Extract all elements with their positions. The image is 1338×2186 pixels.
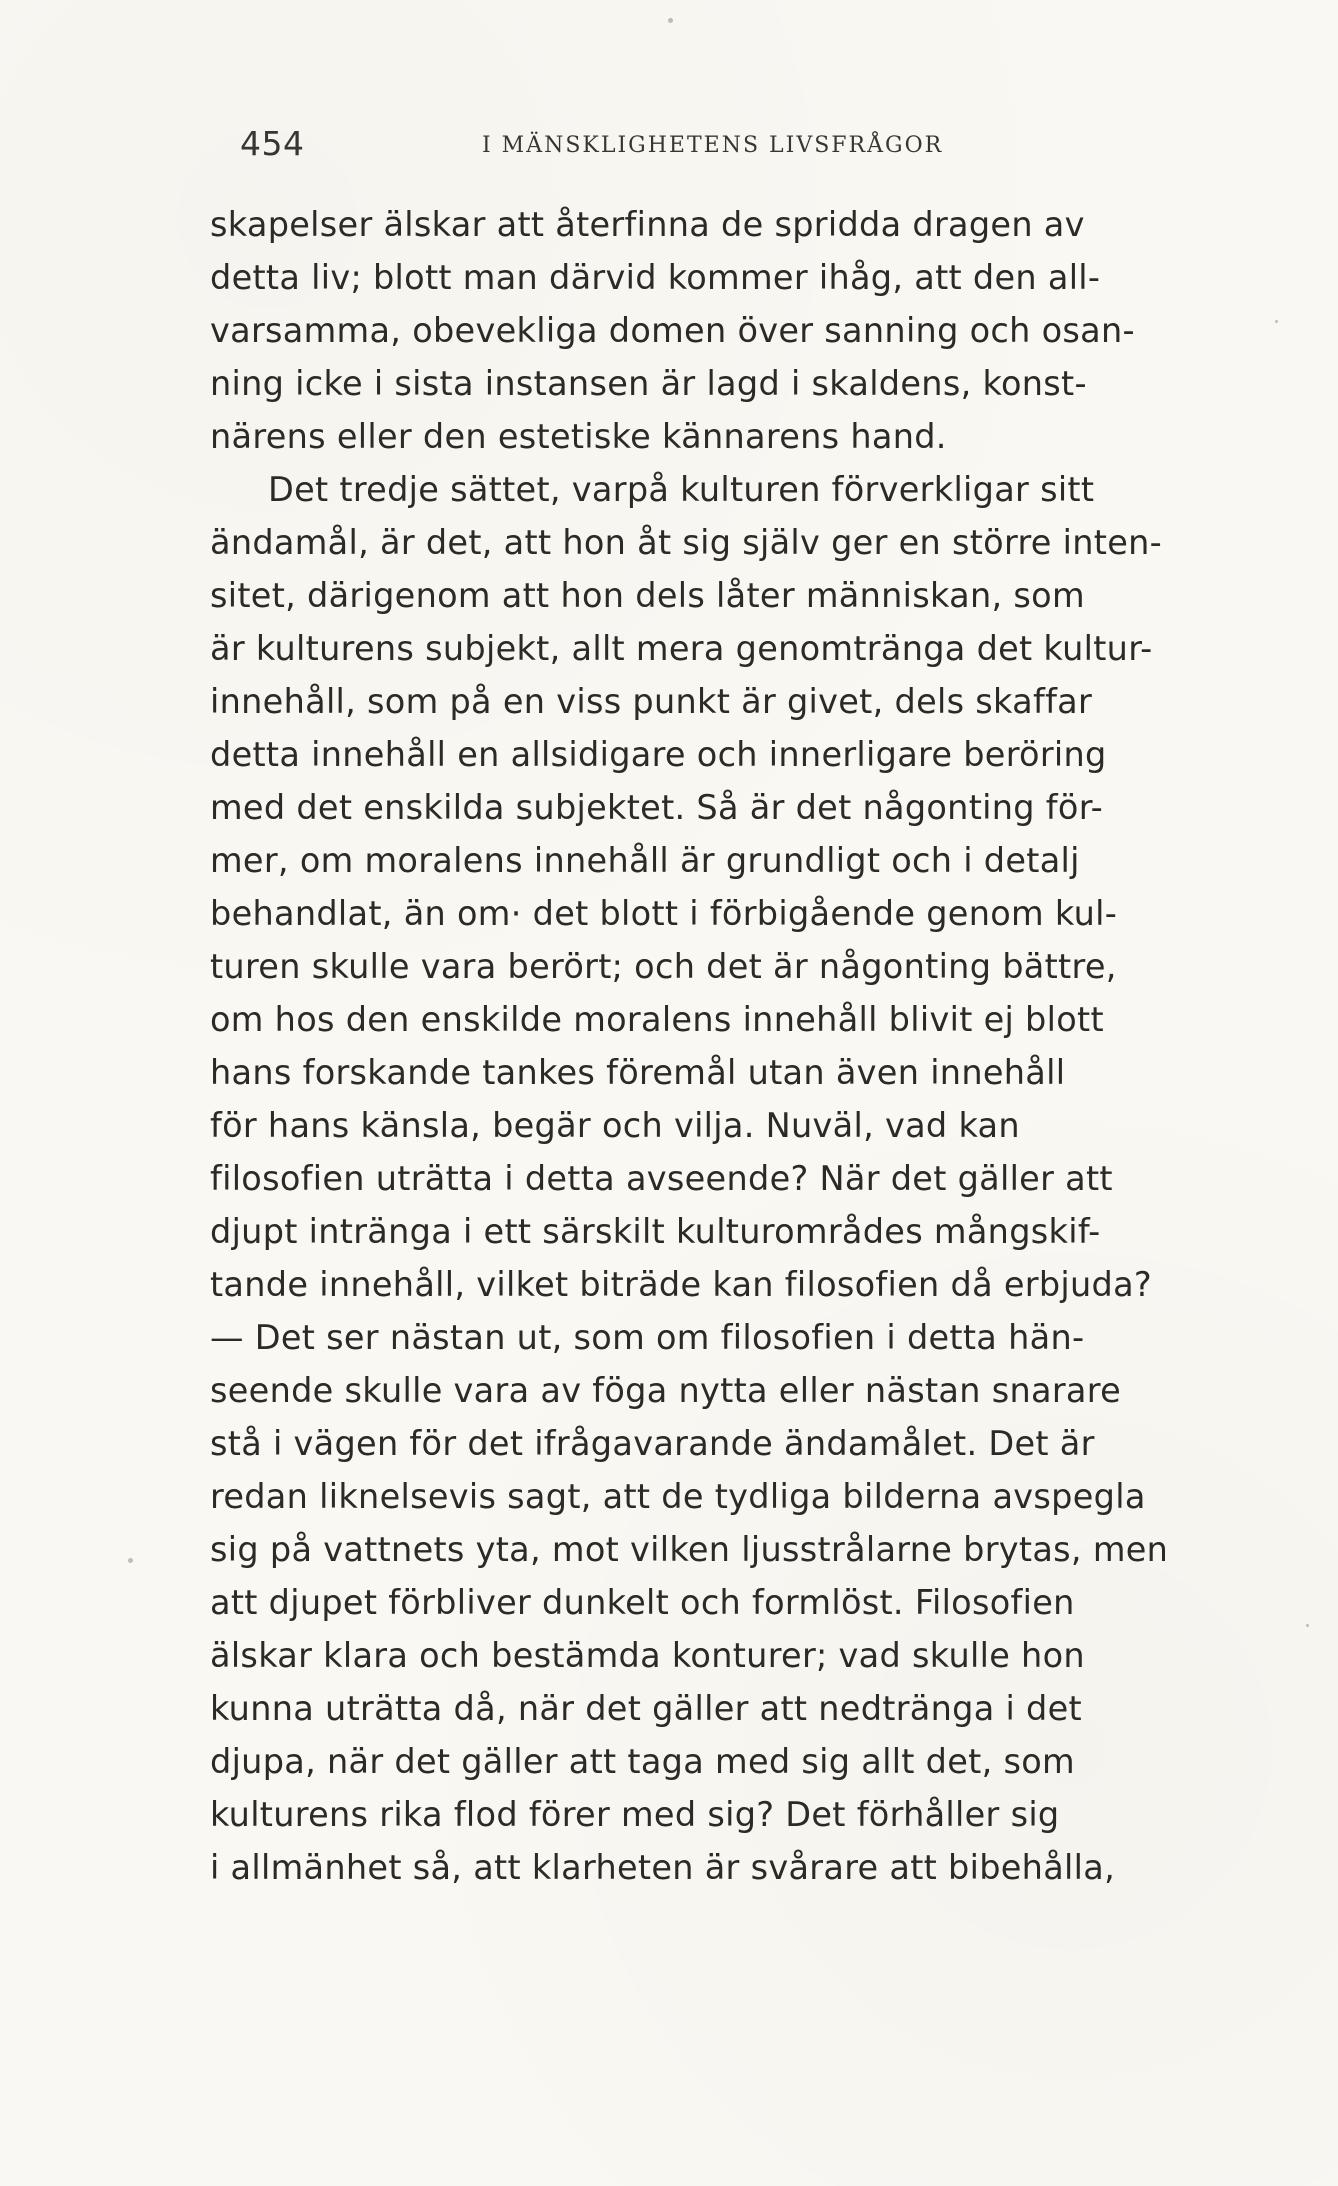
text-line: djupt intränga i ett särskilt kulturområdes mångskif- (210, 1212, 1101, 1251)
text-line: för hans känsla, begär och vilja. Nuväl, vad kan (210, 1106, 1020, 1145)
text-line: redan liknelsevis sagt, att de tydliga bilderna avspegla (210, 1477, 1146, 1516)
paper-speck (128, 1558, 133, 1563)
text-line: varsamma, obevekliga domen över sanning och osan- (210, 311, 1135, 350)
text-line: om hos den enskilde moralens innehåll blivit ej blott (210, 1000, 1104, 1039)
text-line: älskar klara och bestämda konturer; vad skulle hon (210, 1636, 1085, 1675)
paper-speck (1306, 1624, 1309, 1627)
running-title: I MÄNSKLIGHETENS LIVSFRÅGOR (482, 133, 944, 158)
text-line: behandlat, än om· det blott i förbigående genom kul- (210, 894, 1118, 933)
text-line: detta innehåll en allsidigare och innerligare beröring (210, 735, 1107, 774)
text-line: ändamål, är det, att hon åt sig själv ger en större inten- (210, 523, 1163, 562)
text-line: med det enskilda subjektet. Så är det någonting för- (210, 788, 1104, 827)
text-line: mer, om moralens innehåll är grundligt och i detalj (210, 841, 1080, 880)
text-line: turen skulle vara berört; och det är någonting bättre, (210, 947, 1117, 986)
text-line: stå i vägen för det ifrågavarande ändamålet. Det är (210, 1424, 1095, 1463)
text-line: djupa, när det gäller att taga med sig allt det, som (210, 1742, 1075, 1781)
paper-speck (1275, 320, 1278, 323)
text-line: närens eller den estetiske kännarens hand. (210, 417, 947, 456)
text-line: ning icke i sista instansen är lagd i skaldens, konst- (210, 364, 1087, 403)
paper-speck (668, 18, 673, 23)
text-line: detta liv; blott man därvid kommer ihåg, att den all- (210, 258, 1101, 297)
text-line: är kulturens subjekt, allt mera genomtränga det kultur- (210, 629, 1153, 668)
text-line: innehåll, som på en viss punkt är givet, dels skaffar (210, 682, 1093, 721)
text-line: filosofien uträtta i detta avseende? När det gäller att (210, 1159, 1113, 1198)
text-line: hans forskande tankes föremål utan även innehåll (210, 1053, 1066, 1092)
text-line: sitet, därigenom att hon dels låter människan, som (210, 576, 1085, 615)
text-line: kulturens rika flod förer med sig? Det förhåller sig (210, 1795, 1060, 1834)
text-line: i allmänhet så, att klarheten är svårare att bibehålla, (210, 1848, 1116, 1887)
text-line: tande innehåll, vilket biträde kan filosofien då erbjuda? (210, 1265, 1153, 1304)
page-number: 454 (240, 124, 305, 163)
text-line: sig på vattnets yta, mot vilken ljusstrålarne brytas, men (210, 1530, 1169, 1569)
text-line: att djupet förbliver dunkelt och formlöst. Filosofien (210, 1583, 1075, 1622)
running-head (240, 124, 1140, 164)
text-line: — Det ser nästan ut, som om filosofien i detta hän- (210, 1318, 1085, 1357)
text-line: kunna uträtta då, när det gäller att nedtränga i det (210, 1689, 1082, 1728)
text-line: Det tredje sättet, varpå kulturen förverkligar sitt (268, 470, 1095, 509)
text-line: seende skulle vara av föga nytta eller nästan snarare (210, 1371, 1121, 1410)
text-line: skapelser älskar att återfinna de spridda dragen av (210, 205, 1085, 244)
